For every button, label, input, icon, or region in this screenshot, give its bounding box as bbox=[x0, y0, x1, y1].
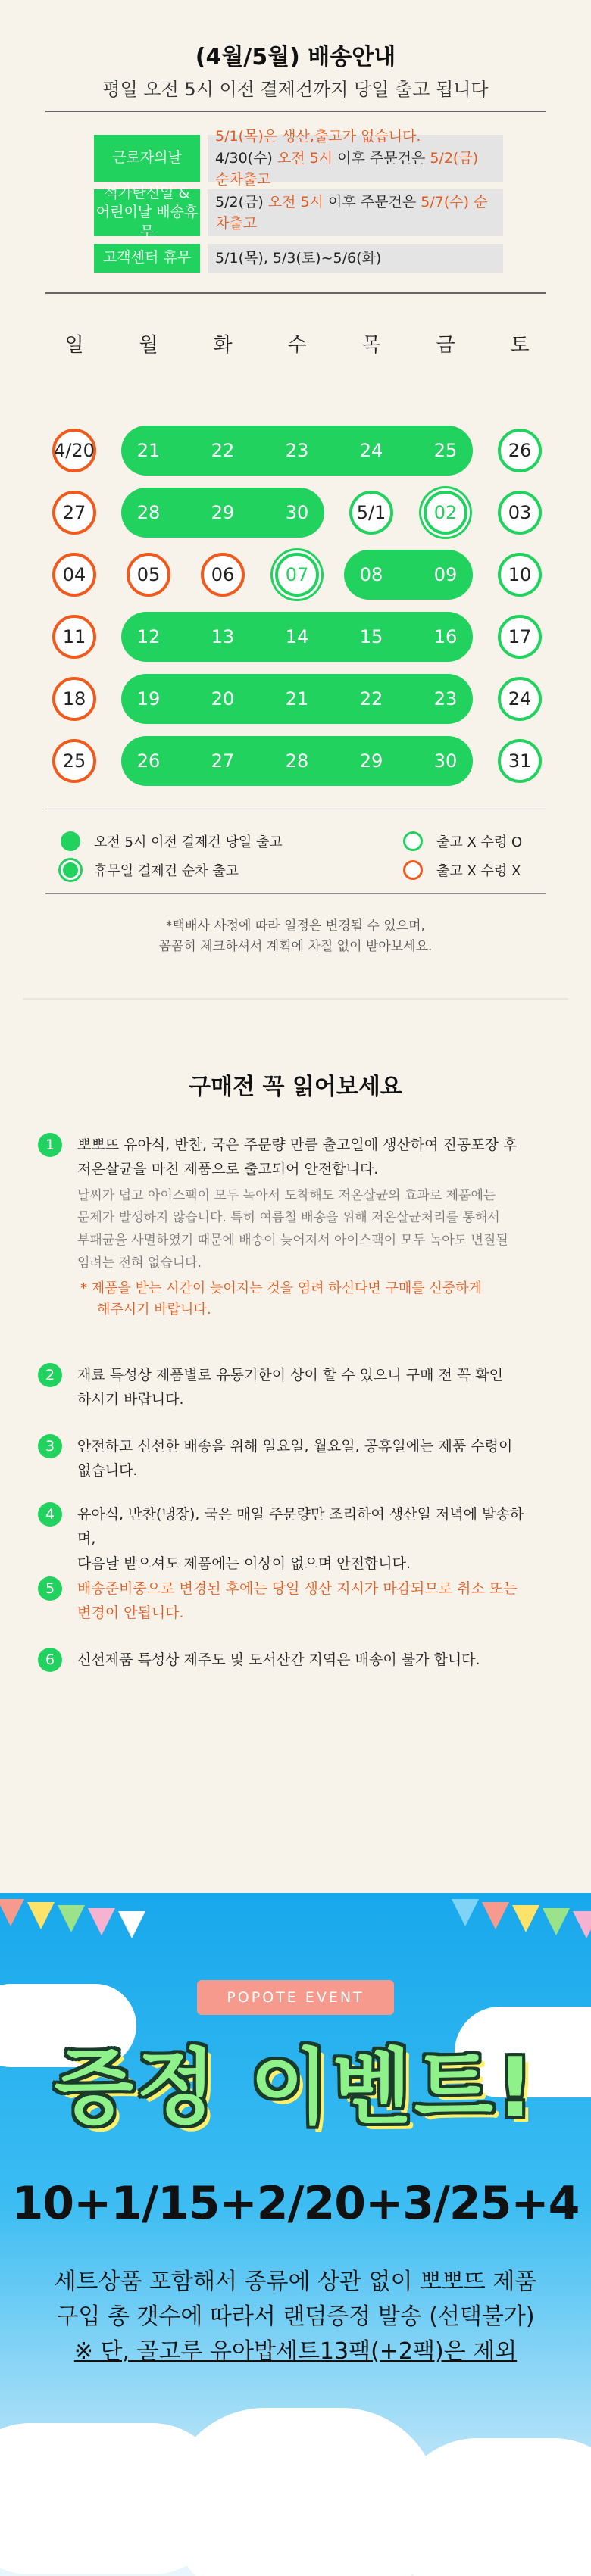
calendar-day: 03 bbox=[498, 491, 542, 535]
filled-green-dot-icon bbox=[61, 831, 80, 851]
calendar-day: 17 bbox=[498, 615, 542, 659]
text: 석가탄신일 & bbox=[104, 184, 190, 201]
flag-icon bbox=[88, 1908, 115, 1935]
calendar-day: 31 bbox=[498, 739, 542, 783]
calendar-day: 21 bbox=[136, 440, 161, 461]
notice-title: 구매전 꼭 읽어보세요 bbox=[189, 1074, 402, 1100]
calendar-day: 29 bbox=[211, 502, 235, 523]
text: 염려는 전혀 없습니다. bbox=[77, 1255, 202, 1271]
day-of-week-header: 수 bbox=[287, 334, 307, 357]
notice-item-5 bbox=[38, 1576, 553, 1626]
notice-item-2 bbox=[38, 1363, 553, 1412]
calendar-day: 24 bbox=[498, 677, 542, 721]
event-banner bbox=[0, 1893, 591, 2576]
calendar-day: 24 bbox=[359, 440, 383, 461]
number-badge: 1 bbox=[38, 1133, 62, 1157]
calendar-day: 23 bbox=[433, 688, 458, 709]
calendar-day: 12 bbox=[136, 626, 161, 647]
calendar-note bbox=[0, 916, 591, 957]
orange-ring-icon bbox=[403, 860, 423, 880]
holiday-detail bbox=[208, 244, 503, 273]
event-desc-line3: ※ 단, 골고루 유아밥세트13팩(+2팩)은 제외 bbox=[73, 2338, 518, 2365]
text: 꼼꼼히 체크하셔서 계획에 차질 없이 받아보세요. bbox=[158, 939, 433, 955]
calendar-day: 09 bbox=[433, 564, 458, 585]
day-of-week-header: 토 bbox=[510, 334, 530, 357]
holiday-row-buddha-children bbox=[94, 184, 503, 240]
calendar-day: 5/1 bbox=[349, 491, 393, 535]
legend-label: 출고 X 수령 X bbox=[436, 863, 521, 879]
calendar-day: 22 bbox=[211, 440, 235, 461]
event-ribbon: POPOTE EVENT bbox=[197, 1980, 394, 2015]
section-divider bbox=[23, 998, 568, 1000]
calendar-day: 27 bbox=[211, 750, 235, 772]
event-title: 증정 이벤트! bbox=[54, 2041, 537, 2135]
day-of-week-header: 월 bbox=[139, 334, 158, 357]
calendar-day: 14 bbox=[285, 626, 309, 647]
notice-item-1 bbox=[38, 1133, 553, 1321]
event-desc-line2: 구입 총 갯수에 따라서 랜덤증정 발송 (선택불가) bbox=[56, 2303, 535, 2330]
notice-item-6 bbox=[38, 1648, 553, 1672]
day-of-week-header: 목 bbox=[361, 334, 381, 357]
text: 하시기 바랍니다. bbox=[77, 1391, 184, 1408]
calendar-day: 08 bbox=[359, 564, 383, 585]
calendar-day: 28 bbox=[136, 502, 161, 523]
calendar-day: 11 bbox=[52, 615, 96, 659]
calendar-day: 27 bbox=[52, 491, 96, 535]
holiday-detail-line1: 5/1(목)은 생산,출고가 없습니다. bbox=[215, 128, 421, 145]
text: 재료 특성상 제품별로 유통기한이 상이 할 수 있으니 구매 전 꼭 확인 bbox=[77, 1367, 503, 1383]
divider bbox=[45, 893, 546, 894]
holiday-detail bbox=[208, 128, 503, 189]
calendar-day: 04 bbox=[52, 553, 96, 597]
calendar-day: 30 bbox=[285, 502, 309, 523]
flag-icon bbox=[482, 1902, 509, 1929]
text: * 제품을 받는 시간이 늦어지는 것을 염려 하신다면 구매를 신중하게 bbox=[80, 1280, 482, 1296]
text: 이후 주문건은 bbox=[333, 149, 430, 167]
calendar-day: 30 bbox=[433, 750, 458, 772]
number-badge: 5 bbox=[38, 1576, 62, 1601]
calendar-day: 25 bbox=[433, 440, 458, 461]
holiday-detail bbox=[208, 189, 503, 236]
text: 5/2(금) 순차출고 bbox=[215, 149, 479, 189]
flag-icon bbox=[543, 1908, 570, 1935]
text: 오전 5시 bbox=[277, 149, 333, 167]
legend-label: 오전 5시 이전 결제건 당일 출고 bbox=[94, 834, 283, 850]
number-badge: 3 bbox=[38, 1434, 62, 1458]
flag-icon bbox=[512, 1905, 539, 1932]
text: 오전 5시 bbox=[267, 193, 324, 211]
calendar-day: 29 bbox=[359, 750, 383, 772]
text: 유아식, 반찬(냉장), 국은 매일 주문량만 조리하여 생산일 저녁에 발송하며, bbox=[77, 1506, 524, 1548]
green-ring-icon bbox=[403, 831, 423, 851]
holiday-row-labor-day bbox=[94, 128, 503, 189]
number-badge: 2 bbox=[38, 1363, 62, 1387]
calendar-day: 22 bbox=[359, 688, 383, 709]
legend-receive-ok bbox=[403, 831, 522, 851]
day-of-week-header: 금 bbox=[436, 334, 455, 357]
text: 없습니다. bbox=[77, 1462, 138, 1480]
text: 5/1(목), 5/3(토)~5/6(화) bbox=[215, 249, 382, 267]
text: 4/30(수) bbox=[215, 149, 277, 167]
notice-item-3 bbox=[38, 1434, 553, 1483]
holiday-label bbox=[94, 184, 200, 240]
text: 5/7(수) 순차출고 bbox=[215, 193, 488, 232]
calendar-day: 21 bbox=[285, 688, 309, 709]
divider bbox=[45, 292, 546, 294]
legend-no-receive bbox=[403, 860, 521, 880]
calendar-day: 25 bbox=[52, 739, 96, 783]
flag-icon bbox=[573, 1911, 591, 1938]
shipping-subtitle: 평일 오전 5시 이전 결제건까지 당일 출고 됩니다 bbox=[102, 79, 489, 100]
text: 뽀뽀뜨 유아식, 반찬, 국은 주문량 만큼 출고일에 생산하여 진공포장 후 bbox=[77, 1137, 518, 1153]
legend-label: 휴무일 결제건 순차 출고 bbox=[94, 863, 239, 879]
text: 안전하고 신선한 배송을 위해 일요일, 월요일, 공휴일에는 제품 수령이 bbox=[77, 1438, 513, 1455]
text: 어린이날 배송휴무 bbox=[95, 204, 199, 240]
text: 배송준비중으로 변경된 후에는 당일 생산 지시가 마감되므로 취소 또는 bbox=[77, 1580, 518, 1597]
legend-label: 출고 X 수령 O bbox=[436, 834, 523, 850]
flag-icon bbox=[118, 1911, 145, 1938]
calendar-day: 10 bbox=[498, 553, 542, 597]
text: 다음날 받으셔도 제품에는 이상이 없으며 안전합니다. bbox=[77, 1555, 411, 1572]
calendar-day: 05 bbox=[127, 553, 170, 597]
text: 문제가 발생하지 않습니다. 특히 여름철 배송을 위해 저온살균처리를 통해서 bbox=[77, 1210, 500, 1226]
calendar-day: 20 bbox=[211, 688, 235, 709]
text: 이후 주문건은 bbox=[324, 193, 421, 211]
legend-same-day bbox=[61, 831, 283, 851]
calendar-day: 06 bbox=[201, 553, 245, 597]
number-badge: 6 bbox=[38, 1648, 62, 1672]
text: *택배사 사정에 따라 일정은 변경될 수 있으며, bbox=[166, 918, 425, 934]
calendar-day: 18 bbox=[52, 677, 96, 721]
day-of-week-header: 일 bbox=[64, 334, 84, 357]
notice-item-4 bbox=[38, 1502, 553, 1576]
calendar-day: 02 bbox=[424, 491, 467, 535]
text: 5/2(금) bbox=[215, 193, 268, 211]
calendar-day: 4/20 bbox=[52, 429, 96, 472]
calendar-day: 19 bbox=[136, 688, 161, 709]
day-of-week-header: 화 bbox=[213, 334, 233, 357]
holiday-label: 고객센터 휴무 bbox=[94, 244, 200, 273]
cloud-decoration bbox=[394, 2438, 591, 2576]
event-desc-line1: 세트상품 포함해서 종류에 상관 없이 뽀뽀뜨 제품 bbox=[54, 2269, 537, 2295]
calendar-day: 26 bbox=[498, 429, 542, 472]
calendar-day: 15 bbox=[359, 626, 383, 647]
shipping-title: (4월/5월) 배송안내 bbox=[195, 44, 396, 70]
flag-icon bbox=[58, 1905, 85, 1932]
divider bbox=[45, 111, 546, 112]
calendar-day: 13 bbox=[211, 626, 235, 647]
flag-icon bbox=[27, 1902, 55, 1929]
flag-icon bbox=[0, 1899, 24, 1926]
calendar-day: 26 bbox=[136, 750, 161, 772]
text: 날씨가 덥고 아이스팩이 모두 녹아서 도착해도 저온살균의 효과로 제품에는 bbox=[77, 1187, 496, 1203]
holiday-row-cs bbox=[94, 244, 503, 273]
holiday-label: 근로자의날 bbox=[94, 135, 200, 182]
number-badge: 4 bbox=[38, 1502, 62, 1527]
legend-after-holiday bbox=[61, 860, 239, 880]
calendar-day: 16 bbox=[433, 626, 458, 647]
text: 신선제품 특성상 제주도 및 도서산간 지역은 배송이 불가 합니다. bbox=[77, 1651, 480, 1668]
text: 부패균을 사멸하였기 때문에 배송이 늦어져서 아이스팩이 모두 녹아도 변질될 bbox=[77, 1233, 508, 1249]
calendar-day: 07 bbox=[275, 553, 319, 597]
text: 해주시기 바랍니다. bbox=[97, 1302, 211, 1318]
calendar-day: 23 bbox=[285, 440, 309, 461]
flag-icon bbox=[452, 1899, 479, 1926]
calendar-day: 28 bbox=[285, 750, 309, 772]
event-tiers: 10+1/15+2/20+3/25+4 bbox=[11, 2177, 580, 2230]
text: 저온살균을 마친 제품으로 출고되어 안전합니다. bbox=[77, 1161, 379, 1178]
text: 변경이 안됩니다. bbox=[77, 1605, 184, 1622]
double-green-dot-icon bbox=[61, 860, 80, 880]
